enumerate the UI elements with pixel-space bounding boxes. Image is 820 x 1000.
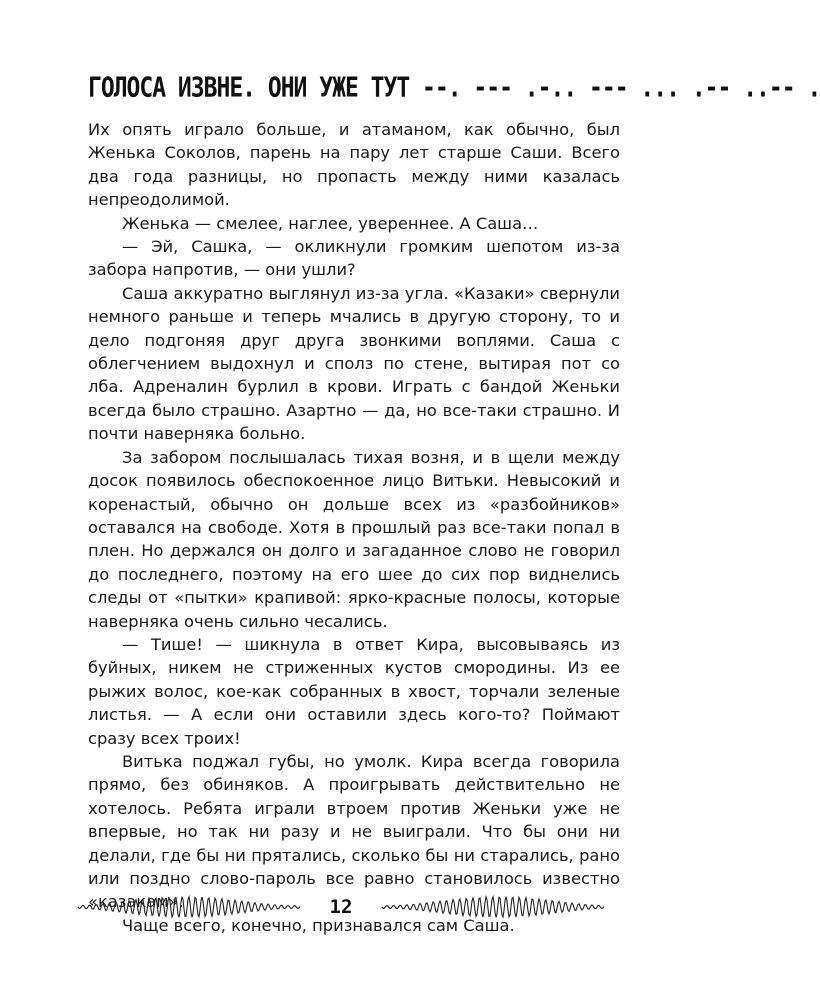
paragraph: Витька поджал губы, но умолк. Кира всегда говорила прямо, без обиняков. А проигрывать действительно не хотелось. Ребята играли втроем против Женьки уже не впервые, но так ни разу и не выиграли. Что бы они ни делали, где бы ни прятались, сколько бы ни старались, рано или поздно слово-пароль все равно становилось известно «казакам».	[88, 751, 620, 912]
page-number: 12	[329, 896, 353, 918]
paragraph: — Эй, Сашка, — окликнули громким шепотом из-за забора напротив, — они ушли?	[88, 237, 620, 280]
body-text	[88, 118, 620, 937]
paragraph: — Тише! — шикнула в ответ Кира, высовываясь из буйных, никем не стриженных кустов смородины. Из ее рыжих волос, кое-как собранных в хвост, торчали зеленые листья. — А если они оставили здесь кого-то? Поймают сразу всех троих!	[88, 634, 620, 748]
chapter-header: ГОЛОСА ИЗВНЕ. ОНИ УЖЕ ТУТ --. --- .-.. --- ... .-- ..-- .	[88, 72, 820, 104]
page-footer	[0, 893, 681, 923]
paragraph: Саша аккуратно выглянул из-за угла. «Казаки» свернули немного раньше и теперь мчались в другую сторону, то и дело подгоняя друг друга звонкими воплями. Саша с облегчением выдохнул и сполз по стене, вытирая пот со лба. Адреналин бурлил в крови. Играть с бандой Женьки всегда было страшно. Азартно — да, но все-таки страшно. И почти наверняка больно.	[88, 283, 620, 444]
paragraph: За забором послышалась тихая возня, и в щели между досок появилось обеспокоенное лицо Витьки. Невысокий и коренастый, обычно он дольше всех из «разбойников» оставался на свободе. Хотя в прошлый раз все-таки попал в плен. Но держался он долго и загаданное слово не говорил до последнего, поэтому на его шее до сих пор виднелись следы от «пытки» крапивой: ярко-красные полосы, которые наверняка очень сильно чесались.	[88, 447, 620, 631]
paragraph: Их опять играло больше, и атаманом, как обычно, был Женька Соколов, парень на пару лет старше Саши. Всего два года разницы, но пропасть между ними казалась непреодолимой.	[88, 120, 620, 210]
right-wave-ornament	[382, 893, 604, 921]
left-wave-ornament	[78, 893, 300, 921]
paragraph: Чаще всего, конечно, признавался сам Саша.	[122, 915, 515, 935]
paragraph: Женька — смелее, наглее, увереннее. А Саша…	[122, 213, 539, 233]
